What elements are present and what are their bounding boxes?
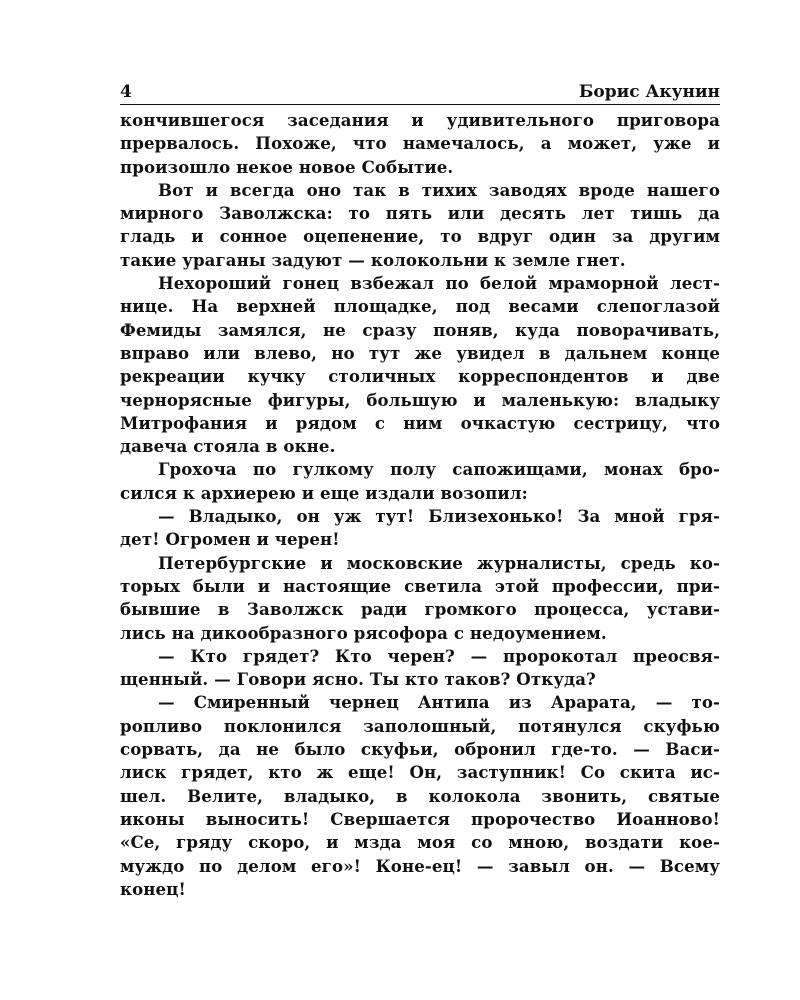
- text-line: — Смиренный чернец Антипа из Арарата, — то-: [158, 692, 720, 713]
- text-line: гладь и сонное оцепенение, то вдруг один за другим: [120, 226, 720, 247]
- text-line: «Се, гряду скоро, и мзда моя со мною, воздати кое-: [120, 832, 720, 853]
- text-line: — Кто грядет? Кто черен? — пророкотал преосвя-: [158, 645, 720, 666]
- text-line: черноряcные фигуры, большую и маленькую: владыку: [120, 389, 720, 410]
- text-line: бывшие в Заволжск ради громкого процесса, устави-: [120, 599, 720, 620]
- text-line: муждо по делом его»! Коне-ец! — завыл он. — Всему: [120, 855, 720, 876]
- text-line: прервалось. Похоже, что намечалось, а может, уже и: [120, 133, 720, 154]
- text-line: — Владыко, он уж тут! Близехонько! За мной гря-: [158, 506, 720, 527]
- text-line: щенный. — Говори ясно. Ты кто таков? Откуда?: [120, 669, 596, 690]
- text-line: Грохоча по гулкому полу сапожищами, монах бро-: [158, 459, 720, 480]
- text-line: сился к архиерею и еще издали возопил:: [120, 482, 528, 503]
- text-line: Петербургские и московские журналисты, средь ко-: [158, 552, 720, 573]
- author-name: Борис Акунин: [578, 82, 720, 102]
- text-line: ропливо поклонился заполошный, потянулся скуфью: [120, 715, 720, 736]
- text-line: произошло некое новое Событие.: [120, 156, 454, 177]
- text-line: конец!: [120, 878, 186, 899]
- text-line: давеча стояла в окне.: [120, 436, 336, 457]
- text-line: Нехороший гонец взбежал по белой мраморной лест-: [158, 273, 720, 294]
- text-line: Вот и всегда оно так в тихих заводях вроде нашего: [158, 179, 720, 200]
- text-line: Фемиды замялся, не сразу поняв, куда поворачивать,: [120, 319, 720, 340]
- page-number: 4: [120, 82, 132, 102]
- text-line: мирного Заволжска: то пять или десять лет тишь да: [120, 203, 720, 224]
- text-line: лись на дикообразного рясофора с недоумением.: [120, 622, 607, 643]
- text-line: торых были и настоящие светила этой профессии, при-: [120, 575, 720, 596]
- text-line: вправо или влево, но тут же увидел в дальнем конце: [120, 342, 720, 363]
- text-line: дет! Огромен и черен!: [120, 529, 340, 550]
- text-line: лиск грядет, кто ж еще! Он, заступник! Со скита ис-: [120, 762, 720, 783]
- text-line: иконы выносить! Свершается пророчество Иоанново!: [120, 808, 720, 829]
- body-text: [120, 109, 720, 901]
- text-line: Митрофания и рядом с ним очкастую сестрицу, что: [120, 412, 720, 433]
- text-line: сорвать, да не было скуфьи, обронил где-то. — Васи-: [120, 739, 720, 760]
- text-line: нице. На верхней площадке, под весами слепоглазой: [120, 296, 720, 317]
- text-line: шел. Велите, владыко, в колокола звонить, святые: [120, 785, 720, 806]
- text-line: рекреации кучку столичных корреспондентов и две: [120, 366, 720, 387]
- book-page: [120, 80, 720, 901]
- text-line: такие ураганы задуют — колокольни к земле гнет.: [120, 249, 626, 270]
- running-header: [120, 80, 720, 105]
- text-line: кончившегося заседания и удивительного приговора: [120, 110, 720, 130]
